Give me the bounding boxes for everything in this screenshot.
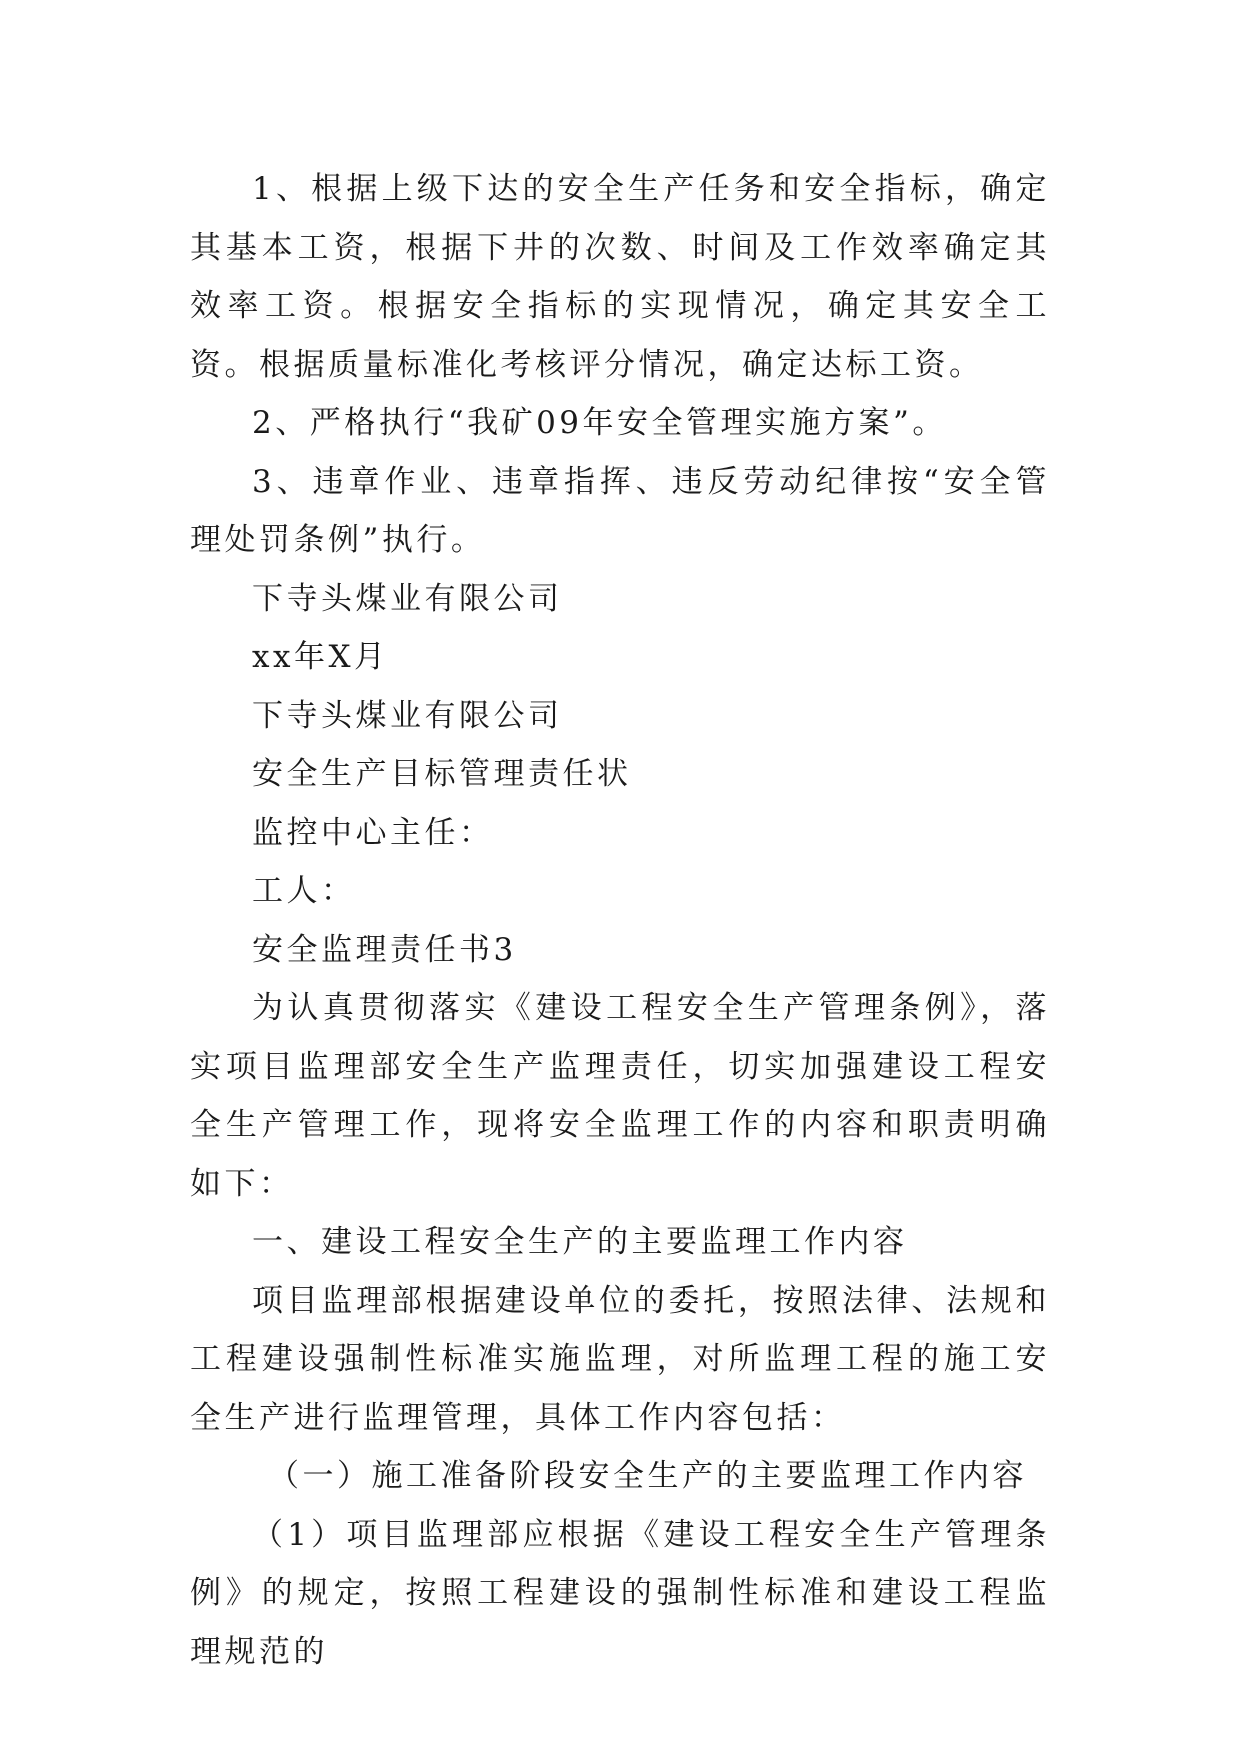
company-name: 下寺头煤业有限公司 — [252, 580, 563, 617]
company-name-repeat: 下寺头煤业有限公司 — [252, 697, 563, 734]
section-title-supervision: 安全监理责任书3 — [252, 931, 517, 968]
heading-preparation-stage: （一）施工准备阶段安全生产的主要监理工作内容 — [268, 1458, 1027, 1494]
signature-director: 监控中心主任： — [252, 814, 494, 851]
document-date: xx年X月 — [252, 639, 389, 675]
paragraph-intro: 为认真贯彻落实《建设工程安全生产管理条例》，落实项目监理部安全生产监理责任，切实加强建设工程安全生产管理工作，现将安全监理工作的内容和职责明确如下： — [190, 990, 1050, 1202]
signature-worker: 工人： — [252, 873, 356, 909]
paragraph-implement-plan: 2、严格执行“我矿09年安全管理实施方案”。 — [252, 405, 947, 441]
document-body — [190, 160, 1050, 1681]
responsibility-title: 安全生产目标管理责任状 — [252, 756, 632, 792]
paragraph-item-1: （1）项目监理部应根据《建设工程安全生产管理条例》的规定，按照工程建设的强制性标准和建设工程监理规范的 — [190, 1516, 1050, 1670]
paragraph-scope: 项目监理部根据建设单位的委托，按照法律、法规和工程建设强制性标准实施监理，对所监理工程的施工安全生产进行监理管理，具体工作内容包括： — [190, 1282, 1050, 1436]
paragraph-violation-rules: 3、违章作业、违章指挥、违反劳动纪律按“安全管理处罚条例”执行。 — [190, 463, 1050, 558]
paragraph-wage-rules: 1、根据上级下达的安全生产任务和安全指标，确定其基本工资，根据下井的次数、时间及工作效率确定其效率工资。根据安全指标的实现情况，确定其安全工资。根据质量标准化考核评分情况，确定达标工资。 — [190, 171, 1050, 383]
heading-main-content: 一、建设工程安全生产的主要监理工作内容 — [252, 1224, 908, 1260]
